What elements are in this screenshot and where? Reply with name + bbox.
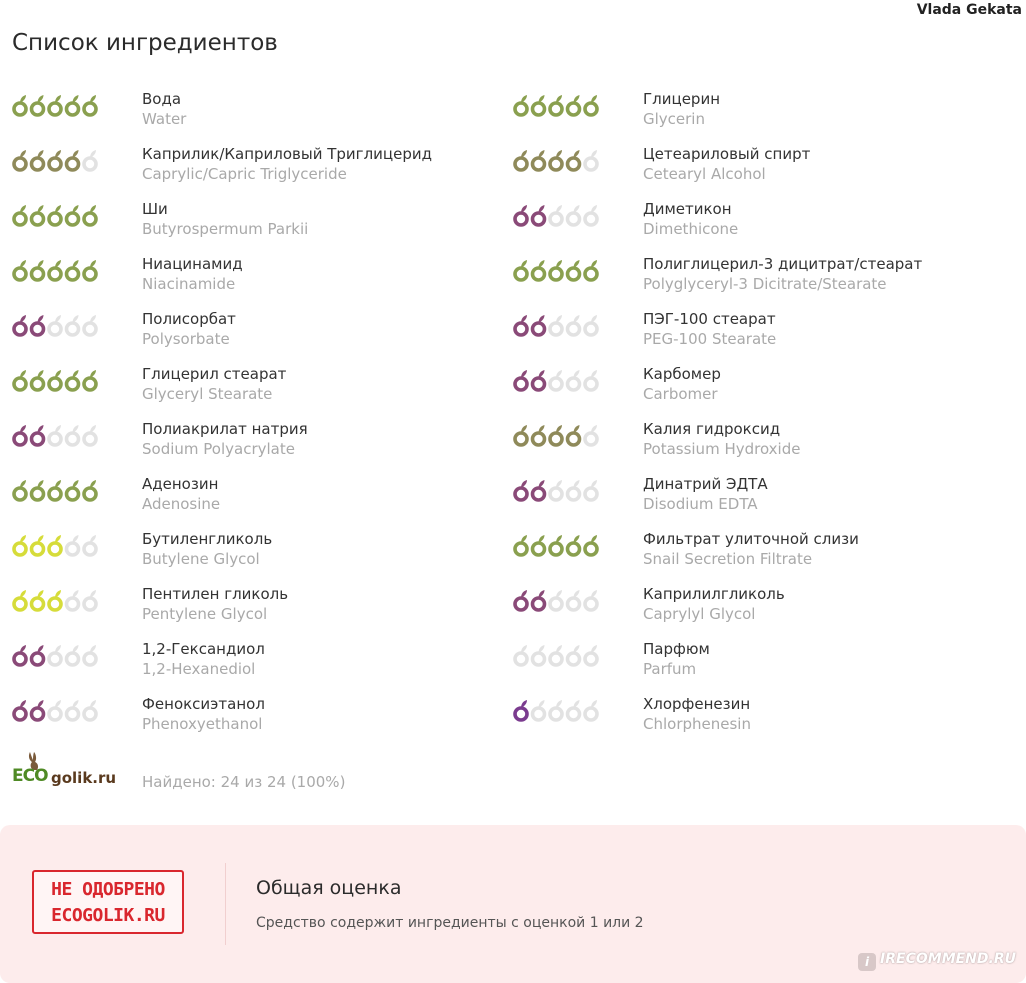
ingredient-name[interactable]: Каприлилгликоль — [643, 585, 785, 603]
ingredient-name[interactable]: 1,2-Гександиол — [142, 640, 265, 658]
rating-icons — [513, 202, 608, 230]
ingredient-row[interactable] — [513, 687, 1013, 742]
ingredient-row[interactable] — [12, 137, 512, 192]
rating-drop-icons — [12, 92, 107, 120]
ingredient-latin-name: Butylene Glycol — [142, 550, 260, 568]
rating-icons — [513, 642, 608, 670]
ingredient-latin-name: Snail Secretion Filtrate — [643, 550, 813, 568]
ingredient-latin-name: Disodium EDTA — [643, 495, 758, 513]
ingredient-name[interactable]: Пентилен гликоль — [142, 585, 289, 603]
ingredient-row[interactable] — [513, 137, 1013, 192]
ingredient-latin-name: Niacinamide — [142, 275, 236, 293]
ingredient-name[interactable]: Ниацинамид — [142, 255, 243, 273]
ingredient-latin-name: Adenosine — [142, 495, 221, 513]
rating-drop-icons — [12, 147, 107, 175]
ingredient-name[interactable]: Динатрий ЭДТА — [643, 475, 768, 493]
ingredient-latin-name: Sodium Polyacrylate — [142, 440, 295, 458]
rating-drop-icons — [513, 367, 608, 395]
rating-icons — [513, 422, 608, 450]
logo-eco: ECO — [12, 766, 48, 786]
author-name[interactable]: Vlada Gekata — [916, 2, 1022, 18]
rating-icons — [12, 697, 107, 725]
rating-icons — [513, 532, 608, 560]
ingredient-latin-name: Butyrospermum Parkii — [142, 220, 309, 238]
rating-drop-icons — [12, 642, 107, 670]
ingredient-row[interactable] — [513, 467, 1013, 522]
rating-icons — [513, 257, 608, 285]
ingredient-latin-name: Polysorbate — [142, 330, 230, 348]
rating-drop-icons — [12, 477, 107, 505]
ingredient-name[interactable]: Феноксиэтанол — [142, 695, 265, 713]
irecommend-watermark — [858, 951, 1016, 971]
ingredient-row[interactable] — [513, 192, 1013, 247]
rating-icons — [513, 477, 608, 505]
rating-icons — [12, 147, 107, 175]
ingredient-row[interactable] — [12, 357, 512, 412]
ingredient-name[interactable]: Каприлик/Каприловый Триглицерид — [142, 145, 432, 163]
rating-icons — [513, 367, 608, 395]
rating-icons — [12, 477, 107, 505]
rating-drop-icons — [12, 202, 107, 230]
ingredient-name[interactable]: Диметикон — [643, 200, 732, 218]
logo-golik: golik.ru — [51, 769, 117, 787]
summary-title: Общая оценка — [256, 877, 402, 899]
ingredient-row[interactable] — [12, 412, 512, 467]
ingredient-latin-name: Glyceryl Stearate — [142, 385, 273, 403]
rating-drop-icons — [513, 312, 608, 340]
ingredient-row[interactable] — [513, 632, 1013, 687]
summary-text: Средство содержит ингредиенты с оценкой 1 или 2 — [256, 915, 644, 931]
rating-drop-icons — [513, 532, 608, 560]
ingredient-name[interactable]: Аденозин — [142, 475, 219, 493]
ingredient-name[interactable]: Вода — [142, 90, 182, 108]
rating-drop-icons — [12, 367, 107, 395]
page-title: Список ингредиентов — [12, 30, 278, 56]
ingredient-row[interactable] — [513, 247, 1013, 302]
ingredient-latin-name: Carbomer — [643, 385, 718, 403]
ingredient-row[interactable] — [513, 412, 1013, 467]
ingredient-latin-name: Parfum — [643, 660, 697, 678]
rating-drop-icons — [513, 147, 608, 175]
ingredient-row[interactable] — [513, 577, 1013, 632]
ingredient-latin-name: Water — [142, 110, 187, 128]
ingredient-name[interactable]: Бутиленгликоль — [142, 530, 273, 548]
ingredient-name[interactable]: Полиакрилат натрия — [142, 420, 308, 438]
rating-icons — [513, 587, 608, 615]
ingredient-name[interactable]: Полисорбат — [142, 310, 236, 328]
rating-drop-icons — [12, 532, 107, 560]
ingredient-row[interactable] — [513, 82, 1013, 137]
rating-drop-icons — [12, 422, 107, 450]
ingredient-row[interactable] — [12, 82, 512, 137]
ingredient-latin-name: Dimethicone — [643, 220, 739, 238]
ingredient-name[interactable]: Карбомер — [643, 365, 721, 383]
ingredient-name[interactable]: Цетеариловый спирт — [643, 145, 811, 163]
ingredient-latin-name: Phenoxyethanol — [142, 715, 263, 733]
rating-drop-icons — [12, 587, 107, 615]
watermark-badge-icon: i — [858, 953, 876, 971]
rating-icons — [513, 312, 608, 340]
ingredient-name[interactable]: Глицерил стеарат — [142, 365, 287, 383]
rating-icons — [513, 147, 608, 175]
rating-icons — [513, 697, 608, 725]
ingredient-row[interactable] — [12, 192, 512, 247]
not-approved-stamp — [32, 870, 184, 934]
rating-icons — [12, 642, 107, 670]
rating-icons — [12, 422, 107, 450]
ingredient-latin-name: Polyglyceryl-3 Dicitrate/Stearate — [643, 275, 887, 293]
ingredient-name[interactable]: Фильтрат улиточной слизи — [643, 530, 859, 548]
rating-drop-icons — [12, 257, 107, 285]
ingredient-row[interactable] — [12, 522, 512, 577]
ingredient-latin-name: 1,2-Hexanediol — [142, 660, 256, 678]
rating-icons — [12, 532, 107, 560]
rating-drop-icons — [513, 257, 608, 285]
rating-icons — [12, 202, 107, 230]
ecogolik-logo[interactable] — [12, 752, 127, 792]
rating-drop-icons — [513, 697, 608, 725]
ingredient-row[interactable] — [12, 687, 512, 742]
rating-icons — [513, 92, 608, 120]
rating-icons — [12, 367, 107, 395]
rating-drop-icons — [513, 92, 608, 120]
ingredient-latin-name: Potassium Hydroxide — [643, 440, 801, 458]
rating-drop-icons — [513, 642, 608, 670]
ingredient-latin-name: Caprylyl Glycol — [643, 605, 756, 623]
ingredient-latin-name: Caprylic/Capric Triglyceride — [142, 165, 347, 183]
ingredient-row[interactable] — [12, 467, 512, 522]
ingredient-row[interactable] — [513, 522, 1013, 577]
rating-icons — [12, 587, 107, 615]
rating-drop-icons — [513, 202, 608, 230]
ingredient-row[interactable] — [12, 577, 512, 632]
ingredient-latin-name: PEG-100 Stearate — [643, 330, 777, 348]
found-count: Найдено: 24 из 24 (100%) — [142, 773, 346, 791]
ingredient-latin-name: Chlorphenesin — [643, 715, 751, 733]
rating-icons — [12, 257, 107, 285]
ingredient-name[interactable]: Ши — [142, 200, 168, 218]
ingredient-name[interactable]: Полиглицерил-3 дицитрат/стеарат — [643, 255, 923, 273]
rating-icons — [12, 312, 107, 340]
ingredient-row[interactable] — [12, 632, 512, 687]
rating-drop-icons — [513, 587, 608, 615]
summary-panel — [0, 825, 1026, 983]
watermark-text: IRECOMMEND.RU — [880, 951, 1016, 967]
rating-drop-icons — [513, 422, 608, 450]
rating-icons — [12, 92, 107, 120]
ingredient-latin-name: Cetearyl Alcohol — [643, 165, 766, 183]
rating-drop-icons — [513, 477, 608, 505]
ingredient-row[interactable] — [12, 302, 512, 357]
stamp-line-1: НЕ ОДОБРЕНО — [51, 879, 165, 900]
stamp-line-2: ECOGOLIK.RU — [51, 905, 165, 926]
ingredient-name[interactable]: ПЭГ-100 стеарат — [643, 310, 776, 328]
ingredient-row[interactable] — [12, 247, 512, 302]
ingredient-name[interactable]: Глицерин — [643, 90, 720, 108]
ingredient-name[interactable]: Хлорфенезин — [643, 695, 751, 713]
divider — [225, 863, 226, 945]
ingredient-row[interactable] — [513, 357, 1013, 412]
ingredient-latin-name: Glycerin — [643, 110, 705, 128]
rating-drop-icons — [12, 312, 107, 340]
ingredient-row[interactable] — [513, 302, 1013, 357]
ingredient-latin-name: Pentylene Glycol — [142, 605, 268, 623]
ingredient-name[interactable]: Калия гидроксид — [643, 420, 781, 438]
rating-drop-icons — [12, 697, 107, 725]
ingredient-name[interactable]: Парфюм — [643, 640, 710, 658]
